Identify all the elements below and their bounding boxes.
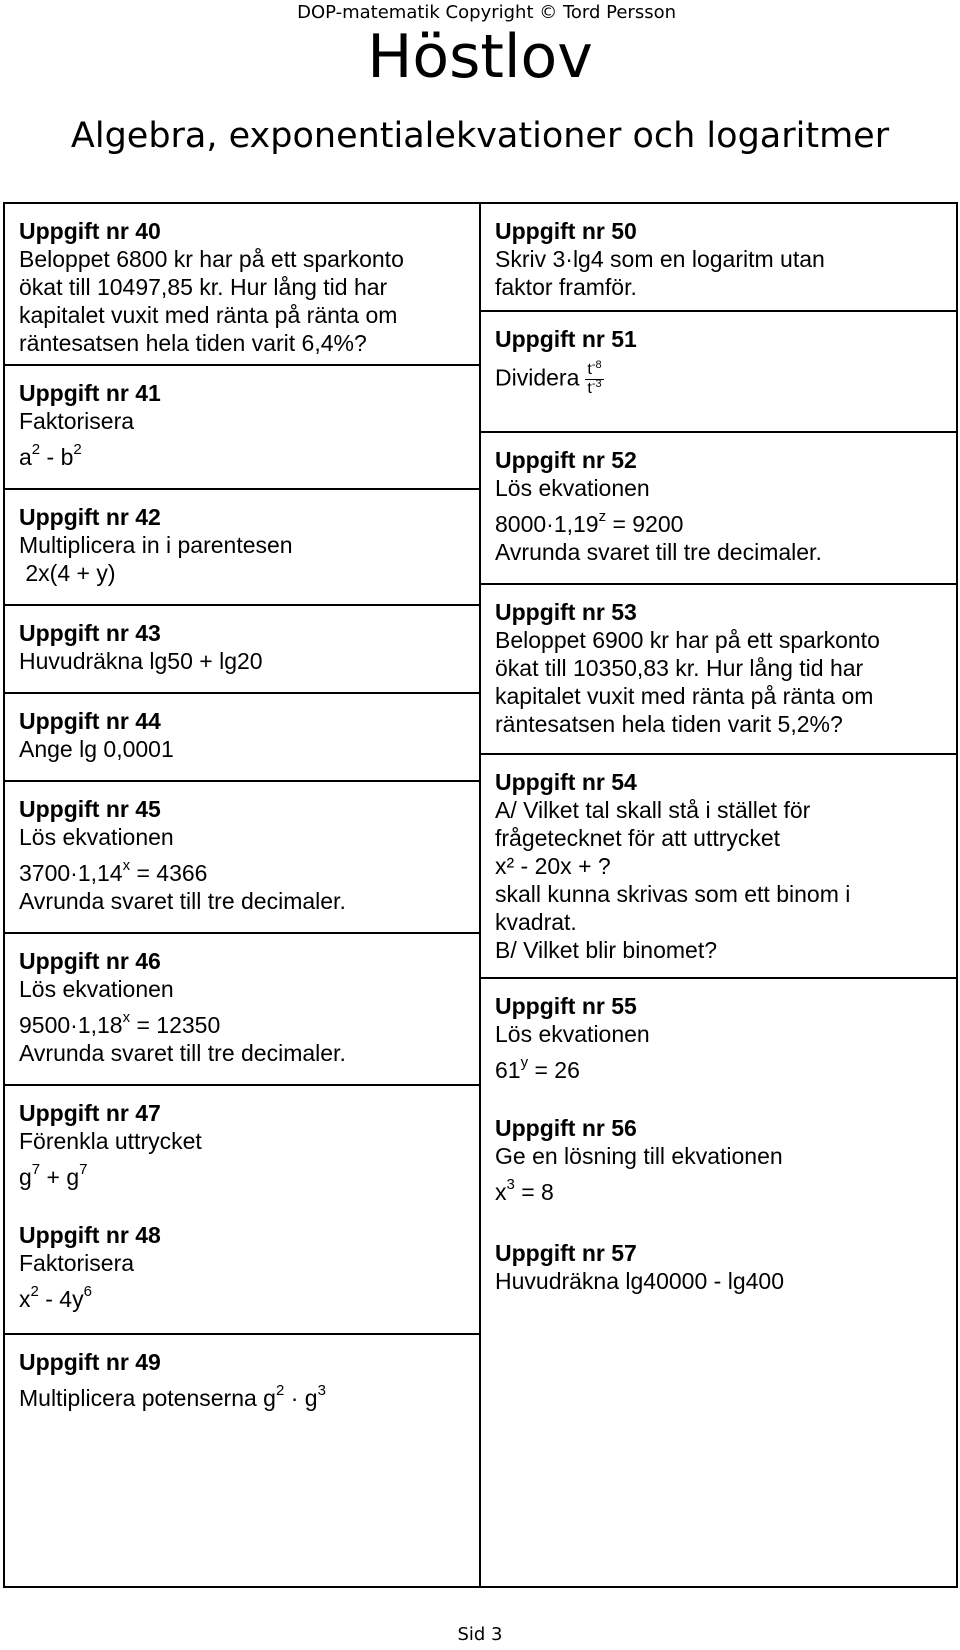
expr-exponent: 2 (73, 441, 82, 458)
task-52-text: Lös ekvationen (495, 475, 650, 501)
task-52-title: Uppgift nr 52 (495, 447, 637, 473)
task-40-line-1: Beloppet 6800 kr har på ett sparkonto (19, 246, 404, 272)
task-50-title: Uppgift nr 50 (495, 218, 637, 244)
expr-base: x (19, 1286, 31, 1312)
task-40 (5, 204, 479, 365)
task-41-title: Uppgift nr 41 (19, 380, 161, 406)
task-53-title: Uppgift nr 53 (495, 599, 637, 625)
expr-base: t (587, 380, 592, 397)
expr-exponent: 2 (275, 1382, 285, 1399)
expr-exponent: 7 (31, 1161, 41, 1178)
expr-exponent: 2 (31, 441, 41, 458)
expr-base: 8000·1,19 (495, 511, 599, 537)
expr-exponent: -8 (591, 359, 602, 371)
task-46-text: Lös ekvationen (19, 976, 174, 1002)
task-44 (5, 692, 479, 781)
task-46-equation (19, 1011, 479, 1039)
expr-exponent: 6 (83, 1283, 92, 1300)
task-49-title: Uppgift nr 49 (19, 1349, 161, 1375)
task-47-title: Uppgift nr 47 (19, 1100, 161, 1126)
task-41-text: Faktorisera (19, 408, 135, 434)
expr-exponent: x (122, 1009, 131, 1026)
task-46 (5, 932, 479, 1085)
task-54-line-1: A/ Vilket tal skall stå i stället för (495, 797, 811, 823)
task-53-line-4: räntesatsen hela tiden varit 5,2%? (495, 711, 843, 737)
copyright-text: DOP-matematik Copyright © Tord Persson (297, 2, 676, 23)
task-53-line-2: ökat till 10350,83 kr. Hur lång tid har (495, 655, 864, 681)
task-45-title: Uppgift nr 45 (19, 796, 161, 822)
expr-rhs: = 4366 (130, 860, 208, 886)
task-46-note: Avrunda svaret till tre decimaler. (19, 1040, 346, 1066)
task-54-line-2: frågetecknet för att uttrycket (495, 825, 781, 851)
task-51-expression (495, 361, 956, 398)
task-56-text: Ge en lösning till ekvationen (495, 1143, 783, 1169)
task-40-line-4: räntesatsen hela tiden varit 6,4%? (19, 330, 367, 356)
task-53-line-3: kapitalet vuxit med ränta på ränta om (495, 683, 874, 709)
task-48-expression (19, 1285, 479, 1313)
task-52-note: Avrunda svaret till tre decimaler. (495, 539, 822, 565)
task-51-text: Dividera (495, 364, 580, 391)
task-54-line-4: skall kunna skrivas som ett binom i (495, 881, 851, 907)
task-53 (481, 583, 956, 754)
expr-base: 61 (495, 1057, 521, 1083)
task-54-line-6: B/ Vilket blir binomet? (495, 937, 718, 963)
task-45-equation (19, 859, 479, 887)
task-57-text: Huvudräkna lg40000 - lg400 (495, 1268, 784, 1294)
task-47 (5, 1084, 479, 1209)
page-title: Höstlov (367, 22, 593, 92)
task-55-title: Uppgift nr 55 (495, 993, 637, 1019)
task-55 (481, 977, 956, 1102)
expr-base: t (587, 361, 592, 378)
expr-rhs: = 12350 (130, 1012, 221, 1038)
task-40-line-2: ökat till 10497,85 kr. Hur lång tid har (19, 274, 388, 300)
task-54-title: Uppgift nr 54 (495, 769, 637, 795)
expr-exponent: y (520, 1054, 529, 1071)
task-56 (481, 1101, 956, 1227)
expr-base: a (19, 444, 32, 470)
expr-exponent: x (122, 857, 131, 874)
task-54 (481, 753, 956, 978)
expr-base: 3700·1,14 (19, 860, 123, 886)
expr-rhs: = 9200 (606, 511, 684, 537)
page-subtitle: Algebra, exponentialekvationer och logaritmer (70, 116, 890, 156)
expr-exponent: -3 (591, 378, 602, 390)
task-45-note: Avrunda svaret till tre decimaler. (19, 888, 346, 914)
fraction-denominator (585, 380, 603, 398)
task-53-line-1: Beloppet 6900 kr har på ett sparkonto (495, 627, 880, 653)
expr-exponent: 3 (506, 1176, 515, 1193)
expr-exponent: 7 (79, 1161, 88, 1178)
task-50-line-1: Skriv 3·lg4 som en logaritm utan (495, 246, 825, 272)
task-50 (481, 204, 956, 311)
expr-rhs: = 26 (528, 1057, 580, 1083)
task-47-text: Förenkla uttrycket (19, 1128, 202, 1154)
expr-exponent: z (598, 508, 607, 525)
fraction (585, 361, 603, 398)
task-57 (481, 1226, 956, 1346)
task-57-title: Uppgift nr 57 (495, 1240, 637, 1266)
task-42-text: Multiplicera in i parentesen (19, 532, 293, 558)
task-44-title: Uppgift nr 44 (19, 708, 161, 734)
task-55-text: Lös ekvationen (495, 1021, 650, 1047)
expr-exponent: 3 (317, 1382, 326, 1399)
expr-base: - b (40, 444, 74, 470)
expr-exponent: 2 (30, 1283, 39, 1300)
expr-base: + g (40, 1164, 80, 1190)
task-56-title: Uppgift nr 56 (495, 1115, 637, 1141)
task-44-text: Ange lg 0,0001 (19, 736, 174, 762)
task-42-expression: 2x(4 + y) (19, 560, 116, 586)
task-40-line-3: kapitalet vuxit med ränta på ränta om (19, 302, 398, 328)
task-43-text: Huvudräkna lg50 + lg20 (19, 648, 263, 674)
task-52 (481, 431, 956, 584)
task-54-line-3: x² - 20x + ? (495, 853, 611, 879)
page-number: Sid 3 (457, 1624, 503, 1645)
expr-base: g (19, 1164, 32, 1190)
task-48 (5, 1208, 479, 1334)
expr-base: 9500·1,18 (19, 1012, 123, 1038)
task-48-text: Faktorisera (19, 1250, 135, 1276)
task-45-text: Lös ekvationen (19, 824, 174, 850)
task-40-title: Uppgift nr 40 (19, 218, 161, 244)
expr-base: · g (284, 1385, 318, 1411)
task-43 (5, 604, 479, 693)
task-54-line-5: kvadrat. (495, 909, 577, 935)
task-41 (5, 364, 479, 489)
task-48-title: Uppgift nr 48 (19, 1222, 161, 1248)
expr-base: - 4y (38, 1286, 84, 1312)
task-43-title: Uppgift nr 43 (19, 620, 161, 646)
task-52-equation (495, 510, 956, 538)
expr-base: x (495, 1179, 507, 1205)
task-50-line-2: faktor framför. (495, 274, 637, 300)
expr-rhs: = 8 (514, 1179, 554, 1205)
task-47-expression (19, 1163, 479, 1191)
task-41-expression (19, 443, 479, 471)
task-49-expression (19, 1384, 479, 1412)
task-42 (5, 488, 479, 605)
task-56-equation (495, 1178, 956, 1206)
task-42-title: Uppgift nr 42 (19, 504, 161, 530)
task-49-text: Multiplicera potenserna g (19, 1385, 276, 1411)
task-46-title: Uppgift nr 46 (19, 948, 161, 974)
task-45 (5, 780, 479, 933)
task-55-equation (495, 1056, 956, 1084)
task-51 (481, 310, 956, 432)
task-49 (5, 1333, 479, 1586)
task-51-title: Uppgift nr 51 (495, 326, 637, 352)
